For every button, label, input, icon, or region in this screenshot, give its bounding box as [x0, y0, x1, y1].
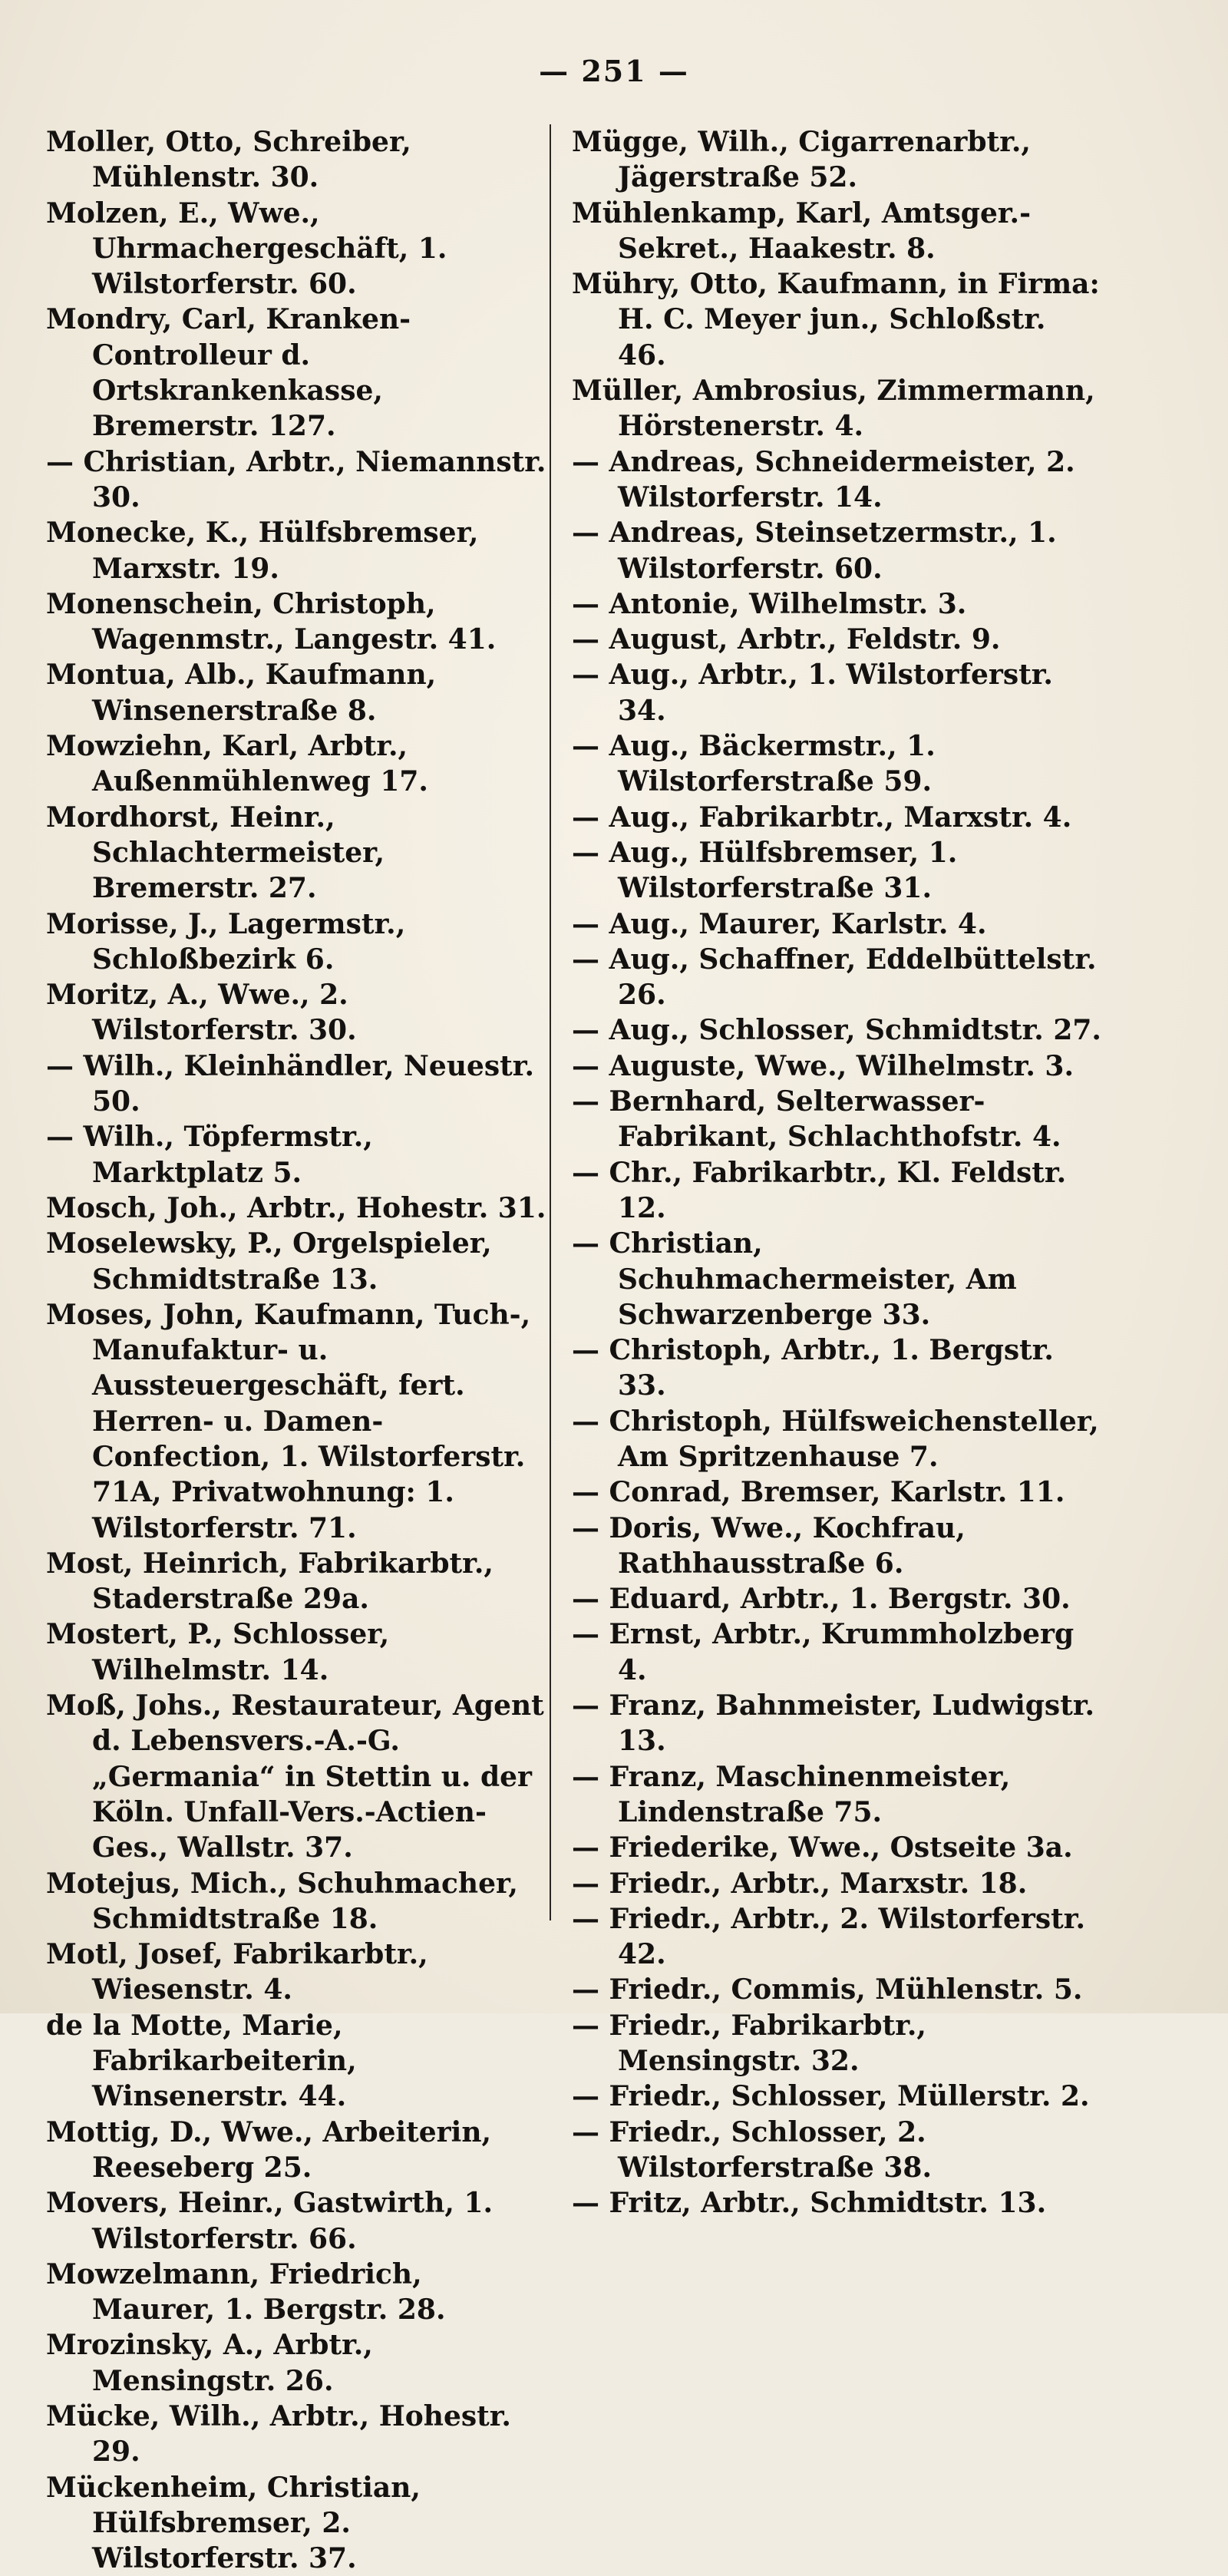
- entry: — Andreas, Schneidermeister, 2. Wilstorferstr. 14.: [572, 445, 1075, 514]
- page-number: — 251 —: [539, 54, 689, 88]
- entry: — Christoph, Arbtr., 1. Bergstr. 33.: [572, 1334, 1054, 1402]
- entry: Motejus, Mich., Schuhmacher, Schmidtstraße 18.: [46, 1867, 518, 1935]
- entry: Molzen, E., Wwe., Uhrmachergeschäft, 1. Wilstorferstr. 60.: [46, 197, 447, 301]
- entry: — Aug., Bäckermstr., 1. Wilstorferstraße 59.: [572, 730, 936, 798]
- entry: Moses, John, Kaufmann, Tuch-, Manufaktur- u. Aussteuergeschäft, fert. Herren- u. Damen-Confection, 1. Wilstorferstr. 71A, Privatwohnung: 1. Wilstorferstr. 71.: [46, 1298, 531, 1544]
- entry: — Aug., Schaffner, Eddelbüttelstr. 26.: [572, 943, 1097, 1012]
- entry: — Franz, Maschinenmeister, Lindenstraße 75.: [572, 1760, 1011, 1828]
- entry: Montua, Alb., Kaufmann, Winsenerstraße 8.: [46, 659, 437, 727]
- entry: — Aug., Fabrikarbtr., Marxstr. 4.: [572, 801, 1072, 834]
- entry: Mordhorst, Heinr., Schlachtermeister, Bremerstr. 27.: [46, 801, 385, 905]
- entry: — Aug., Arbtr., 1. Wilstorferstr. 34.: [572, 659, 1053, 727]
- entry: — Wilh., Töpfermstr., Marktplatz 5.: [46, 1121, 373, 1189]
- entry: Moritz, A., Wwe., 2. Wilstorferstr. 30.: [46, 979, 357, 1047]
- column-divider: [550, 124, 551, 1920]
- entry: — Christian, Schuhmachermeister, Am Schwarzenberge 33.: [572, 1227, 1017, 1331]
- entry: — Friedr., Arbtr., 2. Wilstorferstr. 42.: [572, 1902, 1085, 1971]
- entry: Mügge, Wilh., Cigarrenarbtr., Jägerstraße 52.: [572, 126, 1031, 194]
- entry: — Aug., Schlosser, Schmidtstr. 27.: [572, 1014, 1101, 1047]
- entry: — Eduard, Arbtr., 1. Bergstr. 30.: [572, 1583, 1071, 1616]
- entry: — Christian, Arbtr., Niemannstr. 30.: [46, 445, 546, 514]
- entry: Movers, Heinr., Gastwirth, 1. Wilstorferstr. 66.: [46, 2187, 494, 2255]
- entry: de la Motte, Marie, Fabrikarbeiterin, Winsenerstr. 44.: [46, 2009, 357, 2113]
- entry: — Ernst, Arbtr., Krummholzberg 4.: [572, 1618, 1074, 1686]
- left-column: [46, 124, 553, 2576]
- entry: Müller, Ambrosius, Zimmermann, Hörstenerstr. 4.: [572, 375, 1095, 443]
- entry: — Wilh., Kleinhändler, Neuestr. 50.: [46, 1049, 534, 1118]
- entry: — Auguste, Wwe., Wilhelmstr. 3.: [572, 1049, 1074, 1082]
- entry: Mowzelmann, Friedrich, Maurer, 1. Bergstr. 28.: [46, 2257, 446, 2327]
- entry: Moß, Johs., Restaurateur, Agent d. Lebensvers.-A.-G. „Germania“ in Stettin u. der Köln. Unfall-Vers.-Actien-Ges., Wallstr. 37.: [46, 1689, 544, 1864]
- entry: Monenschein, Christoph, Wagenmstr., Langestr. 41.: [46, 587, 497, 656]
- entry: — Chr., Fabrikarbtr., Kl. Feldstr. 12.: [572, 1156, 1067, 1224]
- right-column: [572, 124, 1101, 2221]
- entry: — Conrad, Bremser, Karlstr. 11.: [572, 1476, 1065, 1509]
- entry: Moller, Otto, Schreiber, Mühlenstr. 30.: [46, 126, 411, 194]
- entry: — Friederike, Wwe., Ostseite 3a.: [572, 1831, 1073, 1864]
- entry: Morisse, J., Lagermstr., Schloßbezirk 6.: [46, 907, 406, 976]
- entry: — Aug., Maurer, Karlstr. 4.: [572, 907, 987, 940]
- entry: — Antonie, Wilhelmstr. 3.: [572, 587, 967, 620]
- entry: — Friedr., Arbtr., Marxstr. 18.: [572, 1867, 1028, 1900]
- entry: Moselewsky, P., Orgelspieler, Schmidtstraße 13.: [46, 1227, 492, 1296]
- entry: Mückenheim, Christian, Hülfsbremser, 2. Wilstorferstr. 37.: [46, 2471, 421, 2575]
- entry: Mowziehn, Karl, Arbtr., Außenmühlenweg 17.: [46, 730, 428, 798]
- entry: Mühry, Otto, Kaufmann, in Firma: H. C. Meyer jun., Schloßstr. 46.: [572, 268, 1100, 372]
- entry: Mrozinsky, A., Arbtr., Mensingstr. 26.: [46, 2329, 373, 2397]
- entry: — Christoph, Hülfsweichensteller, Am Spritzenhause 7.: [572, 1405, 1099, 1473]
- entry: Mosch, Joh., Arbtr., Hohestr. 31.: [46, 1191, 546, 1224]
- entry: Monecke, K., Hülfsbremser, Marxstr. 19.: [46, 517, 479, 585]
- entry: — Doris, Wwe., Kochfrau, Rathhausstraße 6.: [572, 1511, 966, 1580]
- entry: — Friedr., Fabrikarbtr., Mensingstr. 32.: [572, 2009, 926, 2078]
- entry: Mücke, Wilh., Arbtr., Hohestr. 29.: [46, 2400, 511, 2469]
- entry: — Aug., Hülfsbremser, 1. Wilstorferstraße 31.: [572, 836, 958, 905]
- entry: — Friedr., Commis, Mühlenstr. 5.: [572, 1973, 1083, 2006]
- entry: Mühlenkamp, Karl, Amtsger.-Sekret., Haakestr. 8.: [572, 197, 1032, 265]
- entry: — Fritz, Arbtr., Schmidtstr. 13.: [572, 2187, 1047, 2220]
- entry: Mottig, D., Wwe., Arbeiterin, Reeseberg 25.: [46, 2115, 492, 2184]
- entry: — August, Arbtr., Feldstr. 9.: [572, 623, 1001, 656]
- entry: Motl, Josef, Fabrikarbtr., Wiesenstr. 4.: [46, 1938, 428, 2006]
- entry: Most, Heinrich, Fabrikarbtr., Staderstraße 29a.: [46, 1547, 494, 1616]
- entry: — Andreas, Steinsetzermstr., 1. Wilstorferstr. 60.: [572, 517, 1057, 585]
- entry: — Bernhard, Selterwasser-Fabrikant, Schlachthofstr. 4.: [572, 1085, 1061, 1154]
- entry: Mostert, P., Schlosser, Wilhelmstr. 14.: [46, 1618, 390, 1686]
- entry: — Friedr., Schlosser, Müllerstr. 2.: [572, 2080, 1090, 2113]
- entry: — Franz, Bahnmeister, Ludwigstr. 13.: [572, 1689, 1095, 1758]
- entry: Mondry, Carl, Kranken-Controlleur d. Ortskrankenkasse, Bremerstr. 127.: [46, 303, 411, 443]
- entry: — Friedr., Schlosser, 2. Wilstorferstraße 38.: [572, 2115, 932, 2184]
